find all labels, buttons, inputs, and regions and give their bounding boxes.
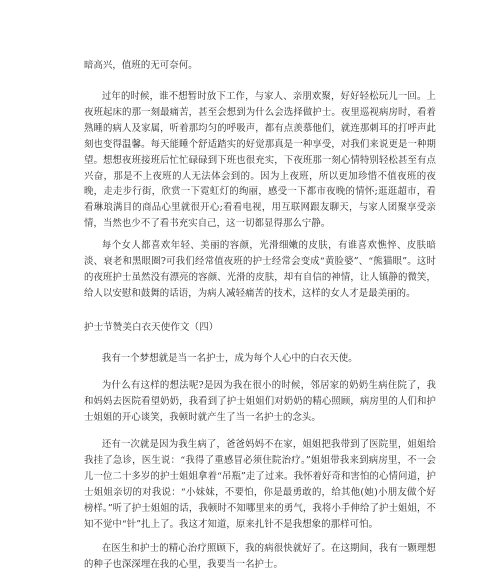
paragraph-dream: 我有一个梦想就是当一名护士，成为每个人心中的白衣天使。: [101, 353, 358, 364]
paragraph-night-shift-holiday: 过年的时候，谁不想暂时放下工作，与家人、亲朋欢聚，好好轻松玩儿一回。上夜班起床的那一刻最痛苦，甚至会想到为什么会选择做护士。夜里巡视病房时，看着熟睡的病人及家属，听着那均匀的呼吸声，都有点羡慕他们，就连那刺耳的打呼声此刻也变得温馨。每天能睡个舒适踏实的好觉那真是一种享受，对我们来说更是一种期望。想想夜班接班后忙忙碌碌到下班也很充实，下夜班那一刻心情特别轻松甚至有点兴奋，那是不上夜班的人无法体会到的。因为上夜班，所以更加珍惜不值夜班的夜晚，走走步行街，欣赏一下霓虹灯的绚丽，感受一下都市夜晚的情怀;逛逛超市，看看琳琅满目的商品心里就很开心;看看电视，用互联网跟友聊天，与家人团聚享受亲情，当然也少不了看书充实自己，这一切都显得那么宁静。: [84, 91, 436, 230]
section-heading: 护士节赞美白衣天使作文（四）: [84, 322, 219, 333]
paragraph-night-nurse-beauty: 每个女人都喜欢年轻、美丽的容颜，光滑细嫩的皮肤，有谁喜欢憔悴、皮肤暗淡、衰老和黑眼圈?可我们经常值夜班的护士经常会变成“黄脸婆”、“熊猫眼”。这时的夜班护士虽然没有漂亮的容颜、光滑的皮肤，却有自信的神情，让人镇静的微笑，给人以安慰和鼓舞的话语，为病人减轻痛苦的技术，这样的女人才是最美丽的。: [84, 240, 436, 299]
paragraph-recovery: 在医生和护士的精心治疗照顾下，我的病很快就好了。在这期间，我有一颗理想的种子也深深埋在我的心里，我要当一名护士。: [84, 543, 436, 570]
paragraph-fragment: 暗高兴，值班的无可奈何。: [84, 60, 198, 71]
paragraph-why-nurse: 为什么有这样的想法呢?是因为我在很小的时候，邻居家的奶奶生病住院了，我和妈妈去医院看望奶奶，我看到了护士姐姐们对奶奶的精心照顾，病房里的人们和护士姐姐的开心谈笑，我顿时就产生了当一名护士的念头。: [84, 380, 436, 423]
paragraph-hospital-story: 还有一次就是因为我生病了，爸爸妈妈不在家，姐姐把我带到了医院里，姐姐给我挂了急诊，医生说：“我得了重感冒必须住院治疗。”姐姐带我来到病房里，不一会儿一位二十多岁的护士姐姐拿着“吊瓶”走了过来。我怀着好奇和害怕的心情问道，护士姐姐亲切的对我说：“小妹妹，不要怕，你是最勇敢的，给其他(她)小朋友做个好榜样。”听了护士姐姐的话，我顿时不知哪里来的勇气，我将小手伸给了护士姐姐，不知不觉中“针”扎上了。我这才知道，原来扎针不是我想象的那样可怕。: [84, 439, 436, 530]
